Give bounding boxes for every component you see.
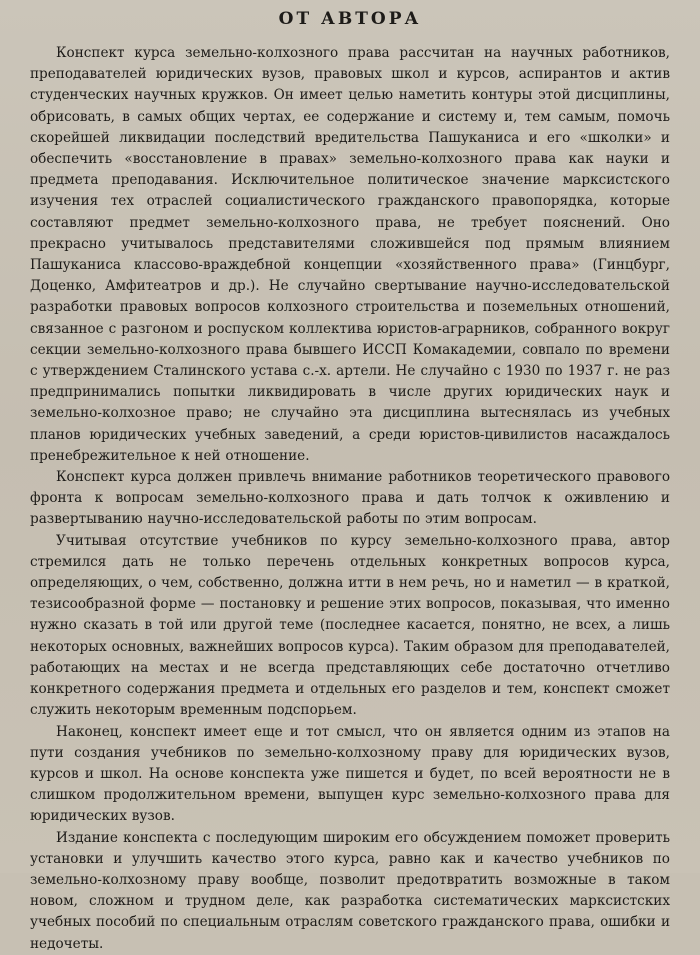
paragraph-4: Наконец, конспект имеет еще и тот смысл, что он является одним из этапов на пути создания учебников по земельно-колхозному праву для юридических вузов, курсов и школ. На основе конспекта уже пишется и будет, по всей вероятности не в слишком продолжительном времени, выпущен курс земельно-колхозного права для юридических вузов. [30,723,670,825]
paragraph-1: Конспект курса земельно-колхозного права рассчитан на научных работников, преподавателей юридических вузов, правовых школ и курсов, аспирантов и актив студенческих научных кружков. Он имеет целью наметить контуры этой дисциплины, обрисовать, в самых общих чертах, ее содержание и систему и, тем самым, помочь скорейшей ликвидации последствий вредительства Пашуканиса и его «школки» и обеспечить «восстановление в правах» земельно-колхозного права как науки и предмета преподавания. Исключительное политическое значение марксистского изучения тех отраслей социалистического гражданского правопорядка, которые составляют предмет земельно-колхозного права, не требует пояснений. Оно прекрасно учитывалось представителями сложившейся под прямым влиянием Пашуканиса классово-враждебной концепции «хозяйственного права» (Гинцбург, Доценко, Амфитеатров и др.). Не случайно свертывание научно-исследовательской разработки правовых вопросов колхозного строительства и поземельных отношений, связанное с разгоном и роспуском коллектива юристов-аграрников, собранного вокруг секции земельно-колхозного права бывшего ИССП Комакадемии, совпало по времени с утверждением Сталинского устава с.-х. артели. Не случайно с 1930 по 1937 г. не раз предпринимались попытки ликвидировать в числе других юридических наук и земельно-колхозное право; не случайно эта дисциплина вытеснялась из учебных планов юридических учебных заведений, а среди юристов-цивилистов насаждалось пренебрежительное к ней отношение. [30,45,670,464]
paragraph-3: Учитывая отсутствие учебников по курсу земельно-колхозного права, автор стремился дать не только перечень отдельных конкретных вопросов курса, определяющих, о чем, собственно, должна итти в нем речь, но и наметил — в краткой, тезисообразной форме — постановку и решение этих вопросов, показывая, что именно нужно сказать в той или другой теме (последнее касается, понятно, не всех, а лишь некоторых основных, важнейших вопросов курса). Таким образом для преподавателей, работающих на местах и не всегда представляющих себе достаточно отчетливо конкретного содержания предмета и отдельных его разделов и тем, конспект сможет служить некоторым временным подспорьем. [30,532,670,719]
page-title: ОТ АВТОРА [278,9,422,29]
paragraph-2: Конспект курса должен привлечь внимание работников теоретического правового фронта к вопросам земельно-колхозного права и дать толчок к оживлению и развертыванию научно-исследовательской работы по этим вопросам. [30,469,670,528]
paragraph-5: Издание конспекта с последующим широким его обсуждением поможет проверить установки и улучшить качество этого курса, равно как и качество учебников по земельно-колхозному праву вообще, позволит предотвратить возможные в таком новом, сложном и трудном деле, как разработка систематических марксистских учебных пособий по специальным отраслям советского гражданского права, ошибки и недочеты. [30,829,670,952]
